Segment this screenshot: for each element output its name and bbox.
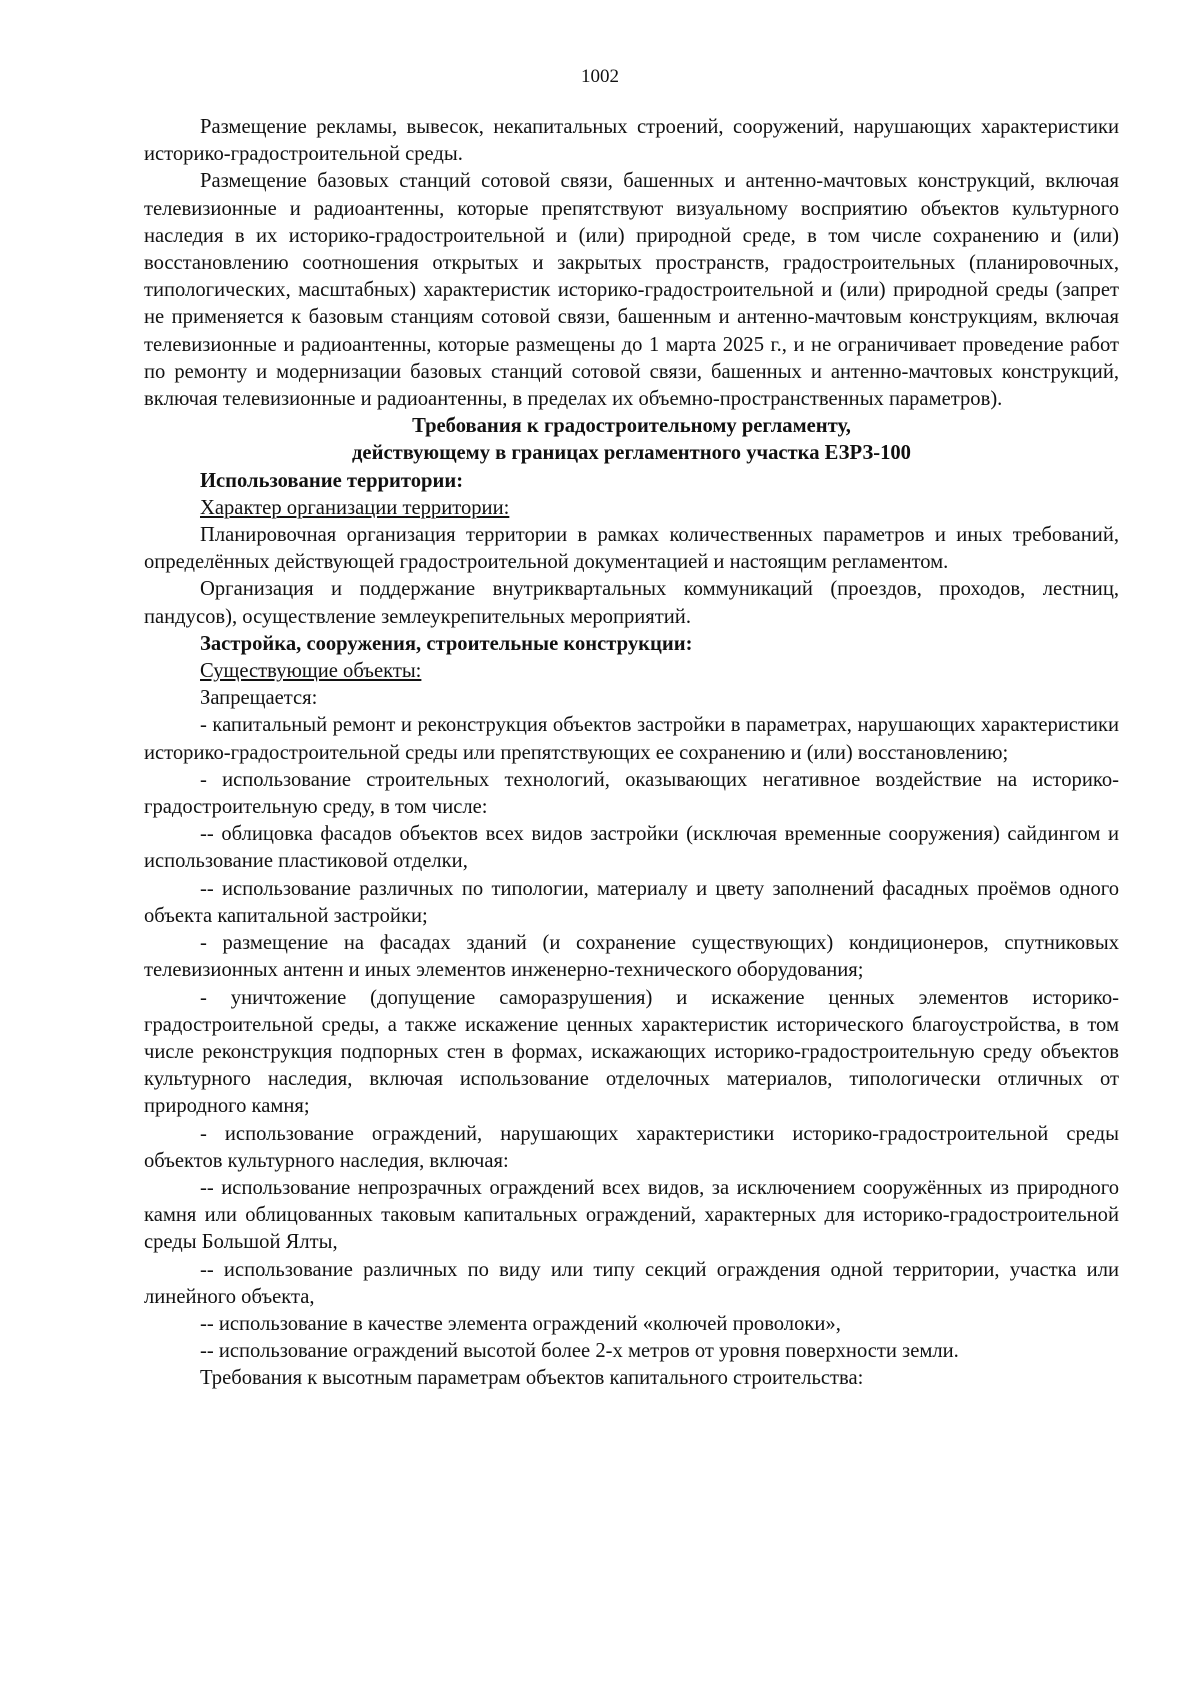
list-item-barbed-wire: -- использование в качестве элемента ограждений «колючей проволоки», bbox=[200, 1312, 841, 1335]
section-title-line-2: действующему в границах регламентного участка ЕЗРЗ-100 bbox=[352, 442, 911, 465]
paragraph-prohibited: Запрещается: bbox=[200, 687, 318, 710]
list-item-fence-height: -- использование ограждений высотой более 2-х метров от уровня поверхности земли. bbox=[200, 1340, 959, 1363]
list-item-capital-repair: - капитальный ремонт и реконструкция объектов застройки в параметрах, нарушающих характеристики историко-градостроительной среды или препятствующих ее сохранению и (или) восстановлению; bbox=[144, 714, 1119, 764]
subheading-territory-organization bbox=[144, 495, 1119, 522]
section-title-line-1: Требования к градостроительному регламенту, bbox=[412, 415, 851, 438]
paragraph-base-stations: Размещение базовых станций сотовой связи, башенных и антенно-мачтовых конструкций, включая телевизионные и радиоантенны, которые препятствуют визуальному восприятию объектов культурного наследия в их историко-градостроительной и (или) природной среде, в том числе сохранению и (или) восстановлению соотношения открытых и закрытых пространств, градостроительных (планировочных, типологических, масштабных) характеристик историко-градостроительной и (или) природной среды (запрет не применяется к базовым станциям сотовой связи, башенным и антенно-мачтовым конструкциям, включая телевизионные и радиоантенны, которые размещены до 1 марта 2025 г., и не ограничивает проведение работ по ремонту и модернизации базовых станций сотовой связи, башенных и антенно-мачтовых конструкций, включая телевизионные и радиоантенны, в пределах их объемно-пространственных параметров). bbox=[144, 170, 1119, 411]
list-item-fence-sections: -- использование различных по виду или типу секций ограждения одной территории, участка или линейного объекта, bbox=[144, 1258, 1119, 1308]
list-item-construction-tech: - использование строительных технологий, оказывающих негативное воздействие на историко-градостроительную среду, в том числе: bbox=[144, 768, 1119, 819]
paragraph-communications: Организация и поддержание внутриквартальных коммуникаций (проездов, проходов, лестниц, пандусов), осуществление землеукрепительных мероприятий. bbox=[144, 578, 1119, 628]
subheading-existing-objects-text: Существующие объекты: bbox=[200, 660, 422, 683]
list-item-siding: -- облицовка фасадов объектов всех видов застройки (исключая временные сооружения) сайдингом и использование пластиковой отделки, bbox=[144, 823, 1119, 873]
list-item-openings: -- использование различных по типологии, материалу и цвету заполнений фасадных проёмов одного объекта капитальной застройки; bbox=[144, 877, 1119, 927]
list-item-fences: - использование ограждений, нарушающих характеристики историко-градостроительной среды объектов культурного наследия, включая: bbox=[144, 1122, 1119, 1172]
subheading-existing-objects bbox=[144, 658, 1119, 685]
paragraph-planning: Планировочная организация территории в рамках количественных параметров и иных требований, определённых действующей градостроительной документацией и настоящим регламентом. bbox=[144, 524, 1119, 574]
list-item-opaque-fences: -- использование непрозрачных ограждений всех видов, за исключением сооружённых из природного камня или облицованных таковым капитальных ограждений, характерных для историко-градостроительной среды Большой Ялты, bbox=[144, 1176, 1119, 1254]
paragraph-advertising: Размещение рекламы, вывесок, некапитальных строений, сооружений, нарушающих характеристики историко-градостроительной среды. bbox=[144, 116, 1119, 166]
document-body bbox=[144, 114, 1119, 1393]
list-item-destruction: - уничтожение (допущение саморазрушения) и искажение ценных элементов историко-градостроительной среды, а также искажение ценных характеристик исторического благоустройства, в том числе реконструкция подпорных стен в формах, искажающих историко-градостроительную среду объектов культурного наследия, включая использование отделочных материалов, типологически отличных от природного камня; bbox=[144, 986, 1119, 1118]
page-number: 1002 bbox=[581, 66, 619, 87]
heading-territory-use: Использование территории: bbox=[200, 469, 464, 492]
list-item-equipment: - размещение на фасадах зданий (и сохранение существующих) кондиционеров, спутниковых телевизионных антенн и иных элементов инженерно-технического оборудования; bbox=[144, 932, 1119, 982]
paragraph-height-requirements: Требования к высотным параметрам объектов капитального строительства: bbox=[200, 1367, 864, 1390]
heading-buildings: Застройка, сооружения, строительные конструкции: bbox=[200, 632, 693, 655]
subheading-territory-organization-text: Характер организации территории: bbox=[200, 496, 510, 519]
